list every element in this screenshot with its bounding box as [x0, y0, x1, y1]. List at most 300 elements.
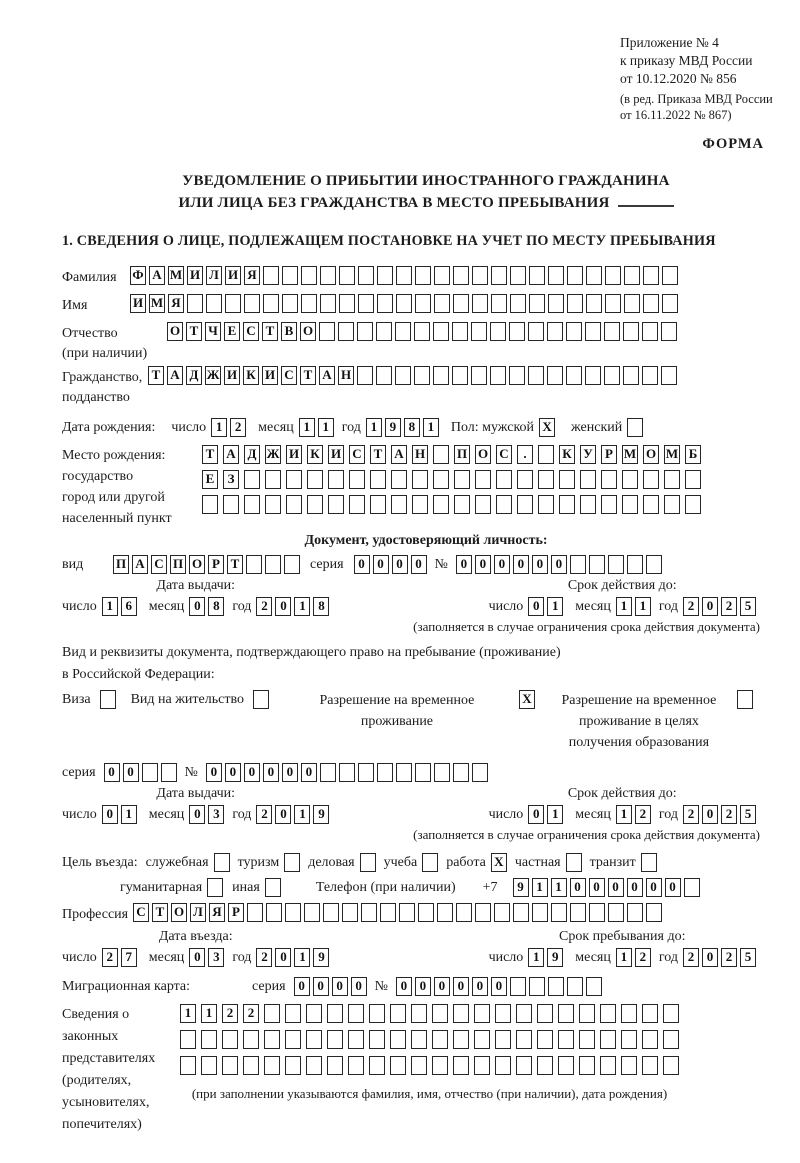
form-cell[interactable]: [246, 555, 262, 574]
birthplace-input-row2[interactable]: [202, 470, 701, 489]
form-cell[interactable]: [320, 266, 336, 285]
form-cell[interactable]: [243, 1030, 259, 1049]
form-cell[interactable]: [494, 903, 510, 922]
form-cell[interactable]: [538, 470, 554, 489]
form-cell[interactable]: П: [113, 555, 129, 574]
doc-issue-month-input[interactable]: [189, 597, 224, 616]
form-cell[interactable]: [301, 294, 317, 313]
form-cell[interactable]: Е: [202, 470, 218, 489]
form-cell[interactable]: И: [224, 366, 240, 385]
form-cell[interactable]: 0: [528, 805, 544, 824]
form-cell[interactable]: [661, 322, 677, 341]
form-cell[interactable]: [207, 878, 223, 897]
form-cell[interactable]: Л: [190, 903, 206, 922]
form-cell[interactable]: [349, 470, 365, 489]
form-cell[interactable]: [664, 470, 680, 489]
form-cell[interactable]: [663, 1004, 679, 1023]
patronymic-input[interactable]: [167, 322, 677, 341]
form-cell[interactable]: Н: [412, 445, 428, 464]
form-cell[interactable]: 0: [491, 977, 507, 996]
form-cell[interactable]: [244, 294, 260, 313]
form-cell[interactable]: [244, 470, 260, 489]
form-cell[interactable]: [622, 470, 638, 489]
form-cell[interactable]: [646, 555, 662, 574]
form-cell[interactable]: [663, 1056, 679, 1075]
form-cell[interactable]: 0: [189, 597, 205, 616]
form-cell[interactable]: 0: [627, 878, 643, 897]
surname-input[interactable]: [130, 266, 678, 285]
form-cell[interactable]: [589, 555, 605, 574]
birth-year-input[interactable]: [366, 418, 439, 437]
form-cell[interactable]: [433, 445, 449, 464]
form-cell[interactable]: С: [133, 903, 149, 922]
form-cell[interactable]: 0: [282, 763, 298, 782]
form-cell[interactable]: 1: [528, 948, 544, 967]
purpose-private-checkbox[interactable]: [566, 853, 582, 872]
form-cell[interactable]: Я: [168, 294, 184, 313]
form-cell[interactable]: [264, 1030, 280, 1049]
form-cell[interactable]: [510, 266, 526, 285]
form-cell[interactable]: 0: [332, 977, 348, 996]
form-cell[interactable]: [509, 366, 525, 385]
form-cell[interactable]: И: [130, 294, 146, 313]
form-cell[interactable]: [247, 903, 263, 922]
form-cell[interactable]: [225, 294, 241, 313]
form-cell[interactable]: [586, 294, 602, 313]
purpose-work-checkbox[interactable]: [491, 853, 507, 872]
form-cell[interactable]: 2: [256, 948, 272, 967]
form-cell[interactable]: [348, 1030, 364, 1049]
form-cell[interactable]: Ф: [130, 266, 146, 285]
form-cell[interactable]: [320, 294, 336, 313]
form-cell[interactable]: 5: [740, 597, 756, 616]
form-cell[interactable]: [253, 690, 269, 709]
form-cell[interactable]: А: [319, 366, 335, 385]
form-cell[interactable]: 1: [616, 597, 632, 616]
form-cell[interactable]: [537, 1004, 553, 1023]
form-cell[interactable]: М: [622, 445, 638, 464]
sex-female-checkbox[interactable]: [627, 418, 643, 437]
form-cell[interactable]: 8: [208, 597, 224, 616]
form-cell[interactable]: .: [517, 445, 533, 464]
form-cell[interactable]: 2: [256, 597, 272, 616]
form-cell[interactable]: А: [167, 366, 183, 385]
form-cell[interactable]: [548, 977, 564, 996]
form-cell[interactable]: [585, 366, 601, 385]
form-cell[interactable]: [538, 495, 554, 514]
form-cell[interactable]: X: [491, 853, 507, 872]
form-cell[interactable]: [608, 555, 624, 574]
form-cell[interactable]: [516, 1030, 532, 1049]
form-cell[interactable]: Ч: [205, 322, 221, 341]
form-cell[interactable]: [414, 366, 430, 385]
form-cell[interactable]: 0: [434, 977, 450, 996]
form-cell[interactable]: 8: [313, 597, 329, 616]
form-cell[interactable]: [471, 322, 487, 341]
form-cell[interactable]: 1: [551, 878, 567, 897]
form-cell[interactable]: [529, 294, 545, 313]
form-cell[interactable]: [589, 903, 605, 922]
form-cell[interactable]: [643, 495, 659, 514]
form-cell[interactable]: [559, 470, 575, 489]
form-cell[interactable]: [319, 322, 335, 341]
form-cell[interactable]: [415, 266, 431, 285]
form-cell[interactable]: Т: [227, 555, 243, 574]
form-cell[interactable]: [643, 266, 659, 285]
form-cell[interactable]: [517, 495, 533, 514]
doc-series-input[interactable]: [354, 555, 427, 574]
form-cell[interactable]: [369, 1004, 385, 1023]
form-cell[interactable]: [642, 1030, 658, 1049]
form-cell[interactable]: [570, 903, 586, 922]
form-cell[interactable]: [529, 266, 545, 285]
form-cell[interactable]: [433, 495, 449, 514]
form-cell[interactable]: [586, 266, 602, 285]
form-cell[interactable]: [604, 322, 620, 341]
form-cell[interactable]: С: [151, 555, 167, 574]
form-cell[interactable]: [265, 470, 281, 489]
form-cell[interactable]: [320, 763, 336, 782]
form-cell[interactable]: [471, 366, 487, 385]
form-cell[interactable]: [265, 555, 281, 574]
form-cell[interactable]: [558, 1004, 574, 1023]
birthplace-input-row3[interactable]: [202, 495, 701, 514]
form-cell[interactable]: [580, 470, 596, 489]
form-cell[interactable]: [551, 903, 567, 922]
form-cell[interactable]: [376, 322, 392, 341]
form-cell[interactable]: 0: [702, 597, 718, 616]
form-cell[interactable]: [663, 1030, 679, 1049]
entry-day-input[interactable]: [102, 948, 137, 967]
permit-number-input[interactable]: [206, 763, 488, 782]
form-cell[interactable]: 1: [294, 805, 310, 824]
form-cell[interactable]: [454, 470, 470, 489]
form-cell[interactable]: [495, 1056, 511, 1075]
permit-expiry-day-input[interactable]: [528, 805, 563, 824]
form-cell[interactable]: [558, 1056, 574, 1075]
form-cell[interactable]: [627, 418, 643, 437]
form-cell[interactable]: И: [262, 366, 278, 385]
form-cell[interactable]: [453, 1030, 469, 1049]
form-cell[interactable]: [452, 322, 468, 341]
form-cell[interactable]: [642, 366, 658, 385]
form-cell[interactable]: О: [189, 555, 205, 574]
form-cell[interactable]: [605, 266, 621, 285]
form-cell[interactable]: [529, 977, 545, 996]
form-cell[interactable]: [453, 266, 469, 285]
form-cell[interactable]: [434, 294, 450, 313]
form-cell[interactable]: 9: [313, 948, 329, 967]
form-cell[interactable]: Т: [262, 322, 278, 341]
form-cell[interactable]: О: [167, 322, 183, 341]
form-cell[interactable]: Л: [206, 266, 222, 285]
form-cell[interactable]: [453, 294, 469, 313]
form-cell[interactable]: А: [132, 555, 148, 574]
form-cell[interactable]: [600, 1030, 616, 1049]
form-cell[interactable]: [391, 470, 407, 489]
form-cell[interactable]: [608, 903, 624, 922]
form-cell[interactable]: [627, 903, 643, 922]
permit-expiry-month-input[interactable]: [616, 805, 651, 824]
form-cell[interactable]: 0: [351, 977, 367, 996]
permit-issue-month-input[interactable]: [189, 805, 224, 824]
form-cell[interactable]: [516, 1056, 532, 1075]
form-cell[interactable]: [586, 977, 602, 996]
form-cell[interactable]: И: [286, 445, 302, 464]
form-cell[interactable]: [646, 903, 662, 922]
form-cell[interactable]: [558, 1030, 574, 1049]
form-cell[interactable]: 3: [208, 805, 224, 824]
form-cell[interactable]: [265, 878, 281, 897]
form-cell[interactable]: 0: [665, 878, 681, 897]
form-cell[interactable]: 1: [547, 805, 563, 824]
form-cell[interactable]: [411, 1056, 427, 1075]
form-cell[interactable]: А: [391, 445, 407, 464]
citizenship-input[interactable]: [148, 366, 677, 385]
form-cell[interactable]: К: [243, 366, 259, 385]
form-cell[interactable]: 1: [366, 418, 382, 437]
form-cell[interactable]: 0: [532, 555, 548, 574]
form-cell[interactable]: [621, 1056, 637, 1075]
form-cell[interactable]: 2: [222, 1004, 238, 1023]
purpose-transit-checkbox[interactable]: [641, 853, 657, 872]
form-cell[interactable]: [600, 1004, 616, 1023]
form-cell[interactable]: 1: [423, 418, 439, 437]
form-cell[interactable]: 0: [453, 977, 469, 996]
form-cell[interactable]: [323, 903, 339, 922]
form-cell[interactable]: О: [300, 322, 316, 341]
form-cell[interactable]: [342, 903, 358, 922]
form-cell[interactable]: [306, 1030, 322, 1049]
form-cell[interactable]: М: [168, 266, 184, 285]
form-cell[interactable]: [532, 903, 548, 922]
purpose-official-checkbox[interactable]: [214, 853, 230, 872]
form-cell[interactable]: [472, 266, 488, 285]
form-cell[interactable]: [285, 903, 301, 922]
form-cell[interactable]: [453, 1004, 469, 1023]
permit-issue-year-input[interactable]: [256, 805, 329, 824]
form-cell[interactable]: [579, 1004, 595, 1023]
form-cell[interactable]: [358, 763, 374, 782]
form-cell[interactable]: 1: [201, 1004, 217, 1023]
form-cell[interactable]: 2: [102, 948, 118, 967]
form-cell[interactable]: [472, 763, 488, 782]
doc-number-input[interactable]: [456, 555, 662, 574]
form-cell[interactable]: [206, 294, 222, 313]
form-cell[interactable]: 0: [275, 948, 291, 967]
form-cell[interactable]: [601, 470, 617, 489]
form-cell[interactable]: 0: [396, 977, 412, 996]
form-cell[interactable]: Т: [300, 366, 316, 385]
form-cell[interactable]: [357, 322, 373, 341]
form-cell[interactable]: [348, 1056, 364, 1075]
form-cell[interactable]: Ж: [265, 445, 281, 464]
entry-month-input[interactable]: [189, 948, 224, 967]
form-cell[interactable]: 2: [683, 805, 699, 824]
form-cell[interactable]: 2: [683, 597, 699, 616]
form-cell[interactable]: 0: [528, 597, 544, 616]
form-cell[interactable]: [328, 495, 344, 514]
form-cell[interactable]: [495, 1030, 511, 1049]
form-cell[interactable]: Н: [338, 366, 354, 385]
form-cell[interactable]: М: [664, 445, 680, 464]
representatives-input-row1[interactable]: [180, 1004, 679, 1023]
form-cell[interactable]: 0: [570, 878, 586, 897]
form-cell[interactable]: 0: [456, 555, 472, 574]
form-cell[interactable]: Т: [152, 903, 168, 922]
form-cell[interactable]: 1: [121, 805, 137, 824]
form-cell[interactable]: [491, 266, 507, 285]
form-cell[interactable]: [664, 495, 680, 514]
visa-checkbox[interactable]: [100, 690, 116, 709]
form-cell[interactable]: 8: [404, 418, 420, 437]
form-cell[interactable]: 3: [208, 948, 224, 967]
form-cell[interactable]: [496, 470, 512, 489]
form-cell[interactable]: К: [307, 445, 323, 464]
form-cell[interactable]: [142, 763, 158, 782]
form-cell[interactable]: З: [223, 470, 239, 489]
doc-expiry-month-input[interactable]: [616, 597, 651, 616]
form-cell[interactable]: [223, 495, 239, 514]
form-cell[interactable]: С: [281, 366, 297, 385]
form-cell[interactable]: [339, 763, 355, 782]
form-cell[interactable]: [307, 495, 323, 514]
form-cell[interactable]: [266, 903, 282, 922]
form-cell[interactable]: [580, 495, 596, 514]
form-cell[interactable]: 1: [616, 948, 632, 967]
form-cell[interactable]: [538, 445, 554, 464]
form-cell[interactable]: [601, 495, 617, 514]
permit-issue-day-input[interactable]: [102, 805, 137, 824]
form-cell[interactable]: [475, 470, 491, 489]
form-cell[interactable]: 0: [102, 805, 118, 824]
form-cell[interactable]: [412, 470, 428, 489]
form-cell[interactable]: [474, 1030, 490, 1049]
form-cell[interactable]: О: [643, 445, 659, 464]
doc-kind-input[interactable]: [113, 555, 300, 574]
form-cell[interactable]: [661, 366, 677, 385]
form-cell[interactable]: [627, 555, 643, 574]
form-cell[interactable]: 0: [275, 597, 291, 616]
form-cell[interactable]: [600, 1056, 616, 1075]
form-cell[interactable]: Д: [186, 366, 202, 385]
form-cell[interactable]: [396, 763, 412, 782]
form-cell[interactable]: [358, 266, 374, 285]
form-cell[interactable]: 2: [721, 805, 737, 824]
doc-expiry-year-input[interactable]: [683, 597, 756, 616]
form-cell[interactable]: [100, 690, 116, 709]
form-cell[interactable]: [685, 495, 701, 514]
profession-input[interactable]: [133, 903, 662, 922]
form-cell[interactable]: [537, 1056, 553, 1075]
form-cell[interactable]: [528, 322, 544, 341]
form-cell[interactable]: 0: [494, 555, 510, 574]
form-cell[interactable]: [284, 853, 300, 872]
form-cell[interactable]: [685, 470, 701, 489]
form-cell[interactable]: [662, 266, 678, 285]
form-cell[interactable]: [437, 903, 453, 922]
form-cell[interactable]: [396, 294, 412, 313]
form-cell[interactable]: [567, 294, 583, 313]
form-cell[interactable]: [621, 1030, 637, 1049]
form-cell[interactable]: [339, 294, 355, 313]
form-cell[interactable]: [622, 495, 638, 514]
form-cell[interactable]: [566, 366, 582, 385]
form-cell[interactable]: [349, 495, 365, 514]
temp-residence-checkbox[interactable]: [519, 690, 535, 709]
form-cell[interactable]: [434, 266, 450, 285]
form-cell[interactable]: [737, 690, 753, 709]
purpose-humanitarian-checkbox[interactable]: [207, 878, 223, 897]
form-cell[interactable]: [548, 266, 564, 285]
form-cell[interactable]: [570, 555, 586, 574]
form-cell[interactable]: [377, 294, 393, 313]
form-cell[interactable]: 1: [180, 1004, 196, 1023]
form-cell[interactable]: [285, 1030, 301, 1049]
form-cell[interactable]: [604, 366, 620, 385]
form-cell[interactable]: [566, 322, 582, 341]
form-cell[interactable]: 1: [318, 418, 334, 437]
form-cell[interactable]: [474, 1056, 490, 1075]
form-cell[interactable]: [304, 903, 320, 922]
form-cell[interactable]: [547, 322, 563, 341]
form-cell[interactable]: [282, 294, 298, 313]
purpose-other-checkbox[interactable]: [265, 878, 281, 897]
form-cell[interactable]: [434, 763, 450, 782]
form-cell[interactable]: Т: [370, 445, 386, 464]
form-cell[interactable]: [339, 266, 355, 285]
form-cell[interactable]: [306, 1004, 322, 1023]
form-cell[interactable]: 1: [635, 597, 651, 616]
form-cell[interactable]: 2: [256, 805, 272, 824]
form-cell[interactable]: [284, 555, 300, 574]
form-cell[interactable]: [623, 322, 639, 341]
form-cell[interactable]: 0: [472, 977, 488, 996]
form-cell[interactable]: 0: [373, 555, 389, 574]
form-cell[interactable]: Т: [148, 366, 164, 385]
form-cell[interactable]: 0: [225, 763, 241, 782]
form-cell[interactable]: 0: [392, 555, 408, 574]
form-cell[interactable]: [605, 294, 621, 313]
form-cell[interactable]: [376, 366, 392, 385]
form-cell[interactable]: П: [170, 555, 186, 574]
form-cell[interactable]: С: [496, 445, 512, 464]
form-cell[interactable]: [432, 1004, 448, 1023]
form-cell[interactable]: [307, 470, 323, 489]
form-cell[interactable]: 0: [313, 977, 329, 996]
form-cell[interactable]: 2: [635, 805, 651, 824]
form-cell[interactable]: 0: [702, 805, 718, 824]
form-cell[interactable]: [642, 322, 658, 341]
form-cell[interactable]: 0: [263, 763, 279, 782]
form-cell[interactable]: [641, 853, 657, 872]
form-cell[interactable]: [415, 294, 431, 313]
form-cell[interactable]: [433, 366, 449, 385]
form-cell[interactable]: [474, 1004, 490, 1023]
form-cell[interactable]: 0: [123, 763, 139, 782]
form-cell[interactable]: [161, 763, 177, 782]
temp-residence-edu-checkbox[interactable]: [737, 690, 753, 709]
form-cell[interactable]: 0: [104, 763, 120, 782]
stay-month-input[interactable]: [616, 948, 651, 967]
form-cell[interactable]: 2: [230, 418, 246, 437]
form-cell[interactable]: [370, 495, 386, 514]
form-cell[interactable]: [201, 1056, 217, 1075]
form-cell[interactable]: [566, 853, 582, 872]
form-cell[interactable]: [360, 853, 376, 872]
form-cell[interactable]: [453, 763, 469, 782]
form-cell[interactable]: [244, 495, 260, 514]
